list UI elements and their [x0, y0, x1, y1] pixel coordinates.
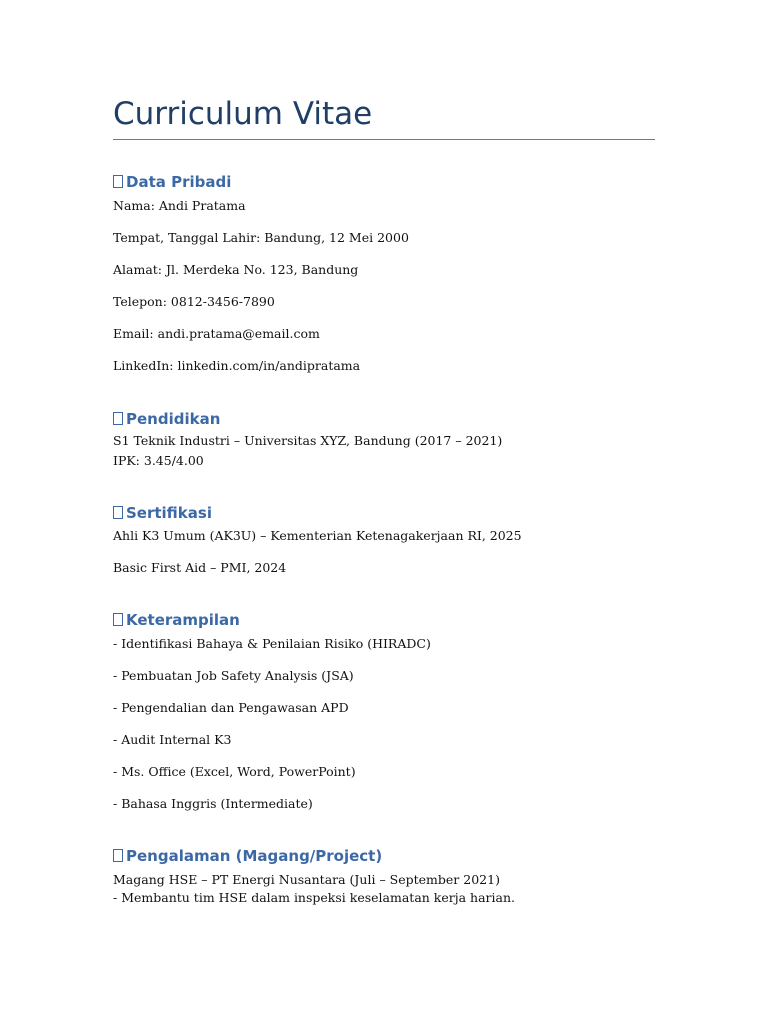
personal-email: Email: andi.pratama@email.com — [113, 326, 320, 341]
education-gpa: IPK: 3.45/4.00 — [113, 453, 204, 468]
section-symbol-icon — [113, 613, 123, 626]
skill-item: - Pengendalian dan Pengawasan APD — [113, 700, 349, 715]
heading-keterampilan — [113, 610, 240, 630]
personal-name: Nama: Andi Pratama — [113, 198, 246, 213]
skill-item: - Audit Internal K3 — [113, 732, 232, 747]
section-symbol-icon — [113, 412, 123, 425]
skill-item: - Pembuatan Job Safety Analysis (JSA) — [113, 668, 354, 683]
section-symbol-icon — [113, 175, 123, 188]
certification-item: Ahli K3 Umum (AK3U) – Kementerian Ketenagakerjaan RI, 2025 — [113, 528, 522, 543]
heading-label: Pendidikan — [126, 410, 221, 428]
experience-detail: - Membantu tim HSE dalam inspeksi keselamatan kerja harian. — [113, 890, 516, 905]
heading-pendidikan — [113, 409, 220, 429]
heading-label: Keterampilan — [126, 611, 240, 629]
personal-phone: Telepon: 0812-3456-7890 — [113, 294, 275, 309]
document-title: Curriculum Vitae — [113, 96, 373, 132]
heading-data-pribadi — [113, 172, 231, 192]
heading-label: Pengalaman (Magang/Project) — [126, 847, 383, 865]
personal-address: Alamat: Jl. Merdeka No. 123, Bandung — [113, 262, 359, 277]
title-underline — [113, 139, 655, 140]
skill-item: - Bahasa Inggris (Intermediate) — [113, 796, 313, 811]
section-symbol-icon — [113, 849, 123, 862]
section-symbol-icon — [113, 506, 123, 519]
certification-item: Basic First Aid – PMI, 2024 — [113, 560, 287, 575]
heading-label: Data Pribadi — [126, 173, 232, 191]
skill-item: - Identifikasi Bahaya & Penilaian Risiko (HIRADC) — [113, 636, 431, 651]
personal-birth: Tempat, Tanggal Lahir: Bandung, 12 Mei 2000 — [113, 230, 409, 245]
personal-linkedin: LinkedIn: linkedin.com/in/andipratama — [113, 358, 361, 373]
skill-item: - Ms. Office (Excel, Word, PowerPoint) — [113, 764, 356, 779]
experience-role: Magang HSE – PT Energi Nusantara (Juli – September 2021) — [113, 872, 500, 887]
heading-pengalaman — [113, 846, 382, 866]
education-degree: S1 Teknik Industri – Universitas XYZ, Bandung (2017 – 2021) — [113, 433, 503, 448]
heading-sertifikasi — [113, 503, 212, 523]
heading-label: Sertifikasi — [126, 504, 212, 522]
